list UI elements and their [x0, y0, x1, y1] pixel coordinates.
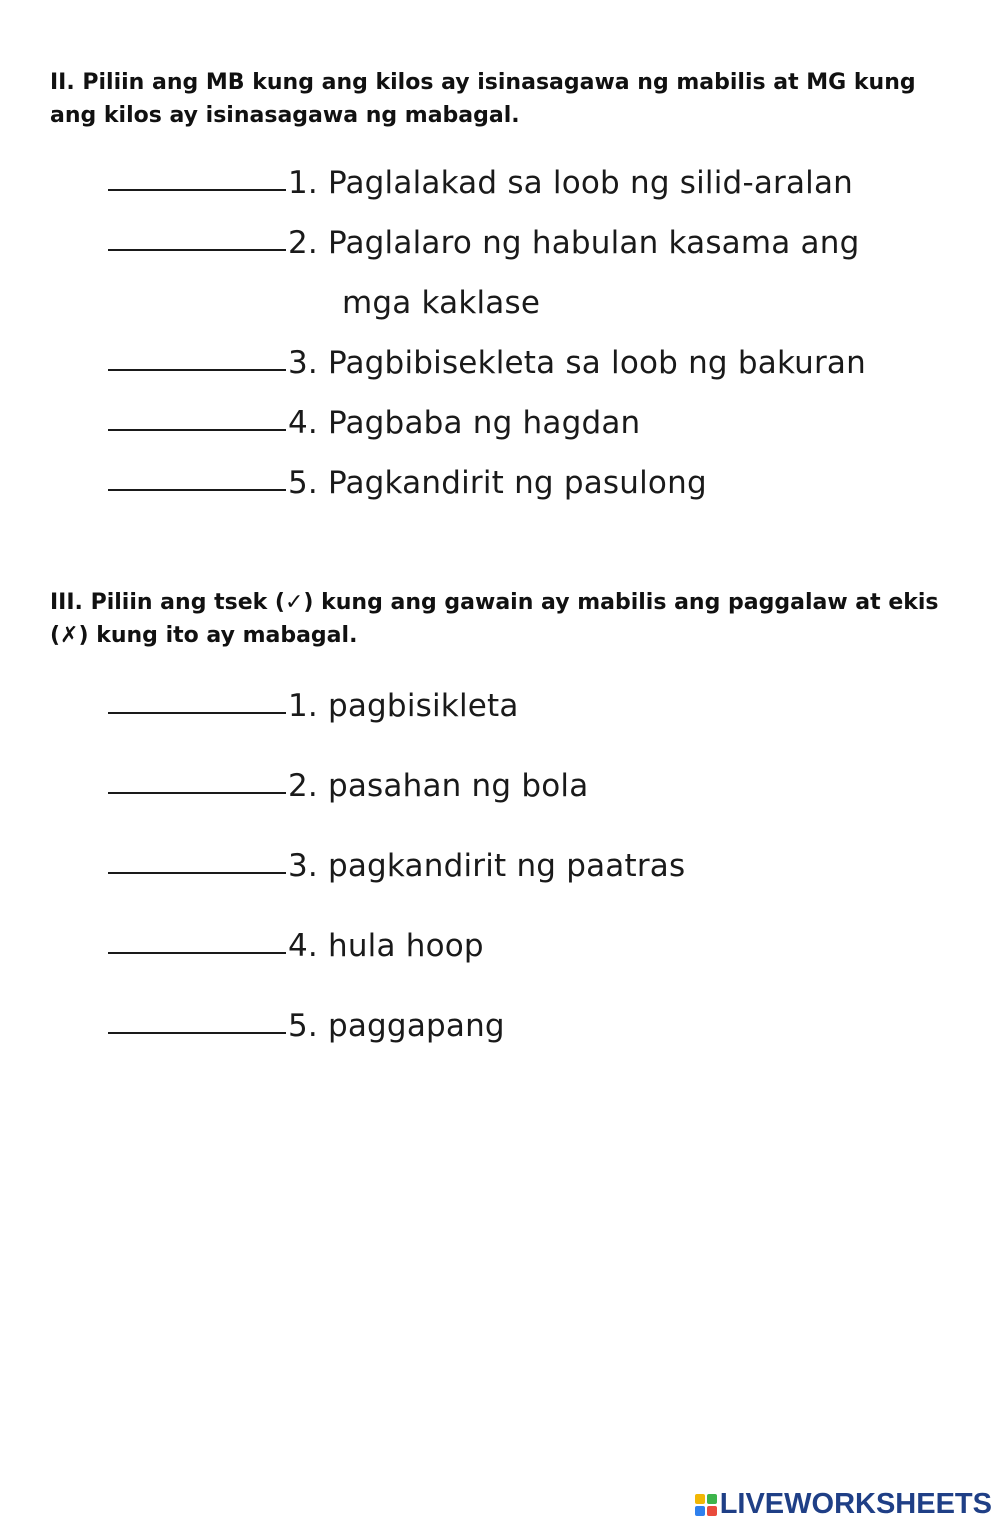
- item-number: 2.: [288, 768, 318, 804]
- answer-blank[interactable]: [108, 710, 286, 714]
- answer-blank[interactable]: [108, 367, 286, 371]
- section3-item-4: [108, 928, 484, 964]
- item-number: 4.: [288, 405, 318, 441]
- item-text: Pagbaba ng hagdan: [327, 405, 641, 441]
- item-number: 1.: [288, 688, 318, 724]
- liveworksheets-grid-icon: [695, 1494, 717, 1516]
- section2-item-1: [108, 165, 853, 201]
- item-text: pagkandirit ng paatras: [327, 848, 686, 884]
- item-text: Pagkandirit ng pasulong: [327, 465, 707, 501]
- answer-blank[interactable]: [108, 870, 286, 874]
- item-text: Paglalakad sa loob ng silid-aralan: [327, 165, 854, 201]
- answer-blank[interactable]: [108, 427, 286, 431]
- section3-item-1: [108, 688, 519, 724]
- item-number: 5.: [288, 465, 318, 501]
- logo-text: LIVEWORKSHEETS: [719, 1488, 992, 1520]
- answer-blank[interactable]: [108, 1030, 286, 1034]
- answer-blank[interactable]: [108, 950, 286, 954]
- section2-item-2: [108, 225, 859, 261]
- item-number: 3.: [288, 848, 318, 884]
- section2-item-3: [108, 345, 866, 381]
- item-text: Paglalaro ng habulan kasama ang: [327, 225, 860, 261]
- item-number: 5.: [288, 1008, 318, 1044]
- answer-blank[interactable]: [108, 790, 286, 794]
- item-text: pasahan ng bola: [327, 768, 589, 804]
- section3-item-2: [108, 768, 588, 804]
- section2-instruction: II. Piliin ang MB kung ang kilos ay isinasagawa ng mabilis at MG kung ang kilos ay isinasagawa ng mabagal.: [50, 70, 916, 128]
- item-text: Pagbibisekleta sa loob ng bakuran: [327, 345, 866, 381]
- item-text: pagbisikleta: [327, 688, 519, 724]
- answer-blank[interactable]: [108, 247, 286, 251]
- item-number: 2.: [288, 225, 318, 261]
- section3-instruction: III. Piliin ang tsek (✓) kung ang gawain ay mabilis ang paggalaw at ekis (✗) kung ito ay mabagal.: [50, 590, 939, 648]
- item-number: 1.: [288, 165, 318, 201]
- section2-item-4: [108, 405, 640, 441]
- item-number: 4.: [288, 928, 318, 964]
- item-number: 3.: [288, 345, 318, 381]
- section2-item-5: [108, 465, 707, 501]
- answer-blank[interactable]: [108, 187, 286, 191]
- item-text: hula hoop: [327, 928, 484, 964]
- liveworksheets-logo[interactable]: [695, 1488, 992, 1521]
- item-text: paggapang: [327, 1008, 505, 1044]
- section3-item-3: [108, 848, 685, 884]
- section2-item-2-continuation: mga kaklase: [342, 285, 541, 321]
- section3-item-5: [108, 1008, 505, 1044]
- answer-blank[interactable]: [108, 487, 286, 491]
